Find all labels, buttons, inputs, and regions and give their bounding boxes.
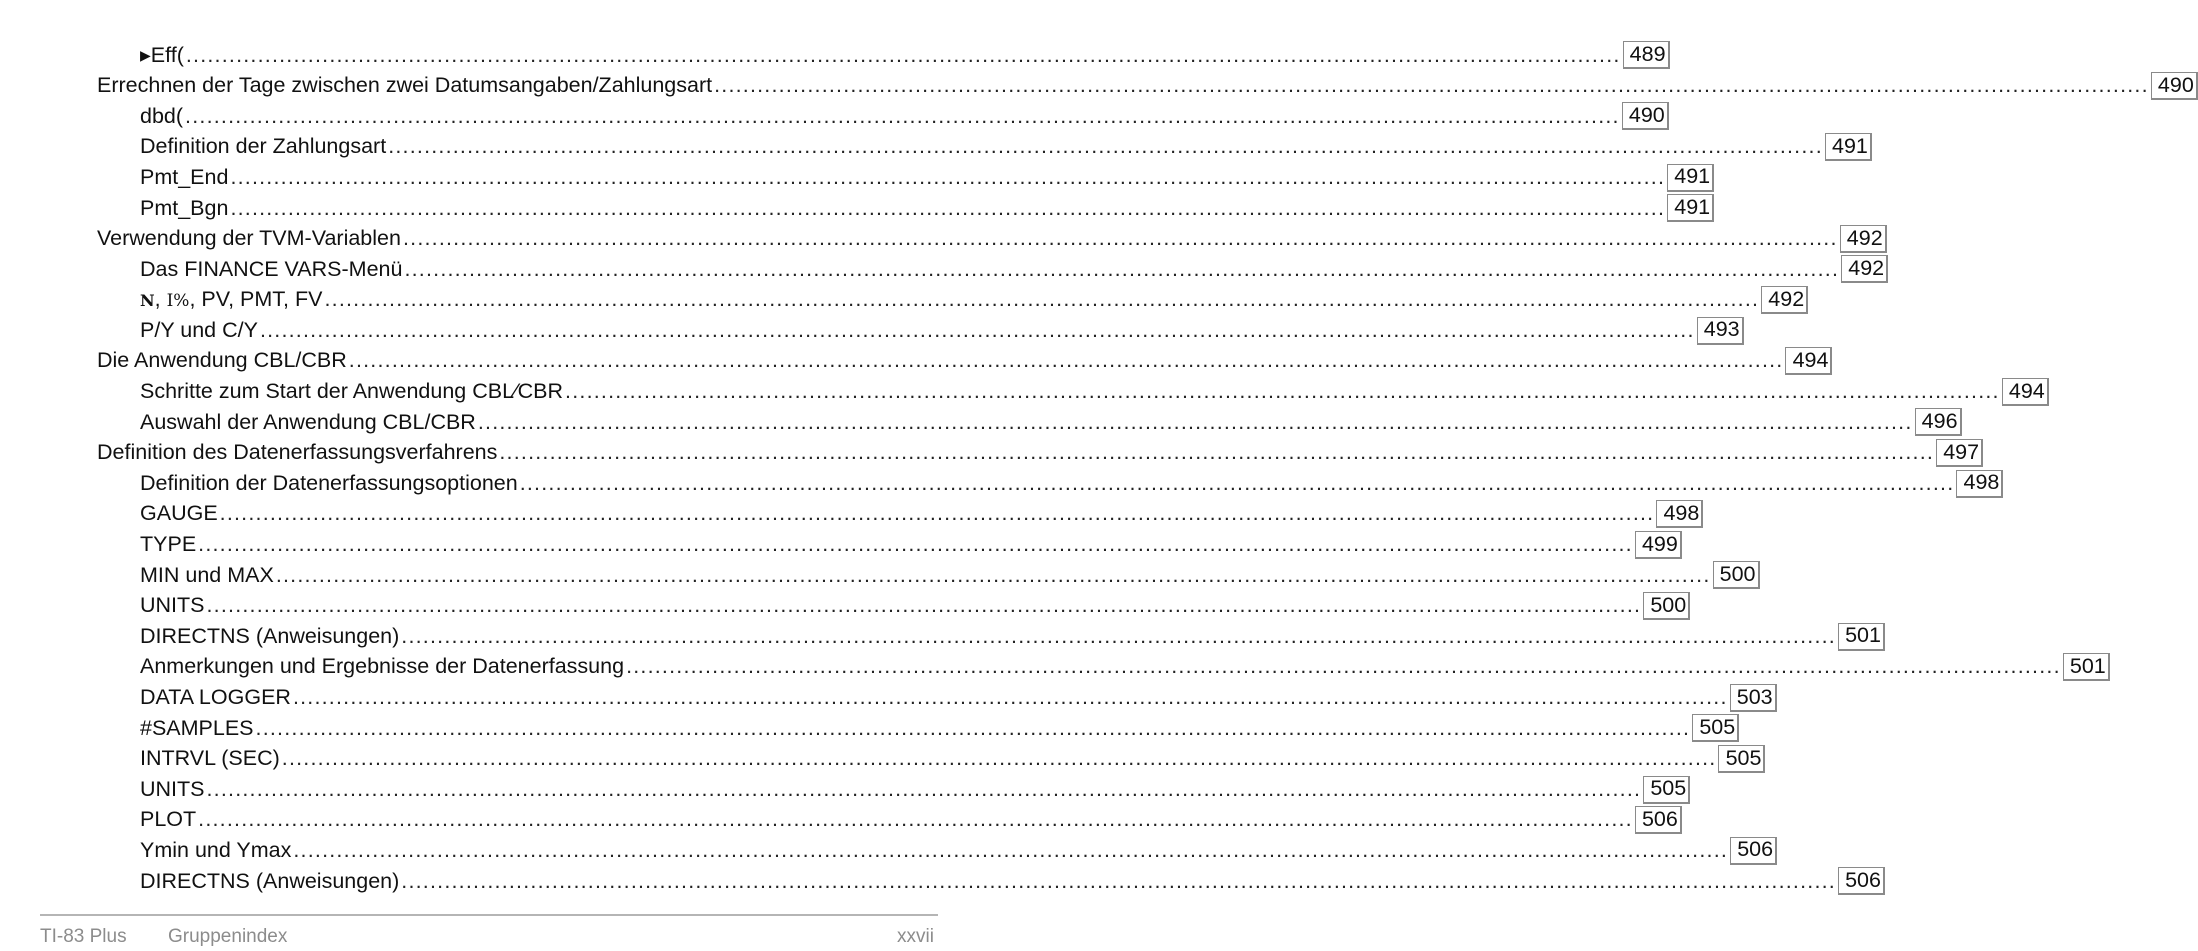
- toc-page-link[interactable]: 501: [2063, 653, 2110, 681]
- toc-entry-label: ▸Eff(: [140, 42, 184, 67]
- toc-page-link[interactable]: 500: [1713, 561, 1760, 589]
- toc-page-link[interactable]: 489: [1623, 41, 1670, 69]
- dot-leader: ........................................................................................................................................................................................................: [401, 623, 1836, 648]
- toc-entry-label: PLOT: [140, 807, 197, 832]
- toc-page-link[interactable]: 496: [1915, 408, 1962, 436]
- toc-entry-label: Die Anwendung CBL/CBR: [97, 348, 347, 373]
- toc-page-link[interactable]: 492: [1840, 225, 1887, 253]
- toc-page-link[interactable]: 491: [1825, 133, 1872, 161]
- dot-leader: ........................................................................................................................................................................................................: [275, 562, 1711, 587]
- toc-entry[interactable]: [0, 805, 1678, 836]
- dot-leader: ........................................................................................................................................................................................................: [255, 715, 1691, 740]
- toc-entry-label: Definition des Datenerfassungsverfahrens: [97, 440, 498, 465]
- dot-leader: ........................................................................................................................................................................................................: [348, 348, 1784, 373]
- toc-entry-label: DIRECTNS (Anweisungen): [140, 868, 400, 893]
- toc-entry[interactable]: [0, 438, 1980, 469]
- dot-leader: ........................................................................................................................................................................................................: [185, 103, 1620, 128]
- toc-page-link[interactable]: 506: [1635, 806, 1682, 834]
- dot-leader: ........................................................................................................................................................................................................: [185, 42, 1621, 67]
- dot-leader: ........................................................................................................................................................................................................: [626, 654, 2061, 679]
- toc-entry-label: INTRVL (SEC): [140, 746, 280, 771]
- toc-entry[interactable]: [0, 162, 1711, 193]
- toc-entry[interactable]: [0, 621, 1881, 652]
- dot-leader: ........................................................................................................................................................................................................: [714, 73, 2149, 98]
- toc-page-link[interactable]: 505: [1692, 714, 1739, 742]
- dot-leader: ........................................................................................................................................................................................................: [324, 287, 1760, 312]
- toc-page-link[interactable]: 498: [1956, 470, 2003, 498]
- toc-entry-label: GAUGE: [140, 501, 218, 526]
- toc-page-link[interactable]: 506: [1730, 837, 1777, 865]
- toc-entry[interactable]: [0, 377, 2045, 408]
- toc-page-link[interactable]: 494: [1785, 347, 1832, 375]
- toc-entry[interactable]: [0, 530, 1678, 561]
- toc-entry[interactable]: [0, 468, 2000, 499]
- toc-page-link[interactable]: 501: [1838, 623, 1885, 651]
- dot-leader: ........................................................................................................................................................................................................: [259, 317, 1695, 342]
- footer-product-name: TI-83 Plus: [40, 926, 127, 947]
- toc-entry-label: #SAMPLES: [140, 715, 254, 740]
- toc-entry[interactable]: [0, 71, 2194, 102]
- toc-entry[interactable]: [0, 315, 1740, 346]
- dot-leader: ........................................................................................................................................................................................................: [565, 379, 2000, 404]
- toc-entry-label: Errechnen der Tage zwischen zwei Datumsangaben/Zahlungsart: [97, 73, 713, 98]
- toc-entry[interactable]: [0, 866, 1881, 897]
- toc-entry[interactable]: [0, 224, 1883, 255]
- toc-page-link[interactable]: 500: [1643, 592, 1690, 620]
- toc-page-link[interactable]: 499: [1635, 531, 1682, 559]
- dot-leader: ........................................................................................................................................................................................................: [198, 532, 1633, 557]
- page-footer: [0, 926, 950, 948]
- dot-leader: ........................................................................................................................................................................................................: [404, 256, 1840, 281]
- toc-entry-label: Pmt_End: [140, 164, 229, 189]
- toc-entry[interactable]: [0, 254, 1885, 285]
- dot-leader: ........................................................................................................................................................................................................: [388, 134, 1823, 159]
- toc-entry-label: Anmerkungen und Ergebnisse der Datenerfassung: [140, 654, 625, 679]
- dot-leader: ........................................................................................................................................................................................................: [206, 593, 1642, 618]
- toc-entry-label: Auswahl der Anwendung CBL/CBR: [140, 409, 476, 434]
- toc-entry[interactable]: [0, 407, 1958, 438]
- toc-entry-label: DATA LOGGER: [140, 685, 291, 710]
- toc-entry-label: Ymin und Ymax: [140, 837, 292, 862]
- toc-entry[interactable]: [0, 774, 1687, 805]
- dot-leader: ........................................................................................................................................................................................................: [402, 226, 1838, 251]
- toc-entry-label: Verwendung der TVM-Variablen: [97, 226, 401, 251]
- toc-entry[interactable]: [0, 560, 1756, 591]
- table-of-contents: [0, 40, 2194, 897]
- toc-entry[interactable]: [0, 499, 1700, 530]
- toc-page-link[interactable]: 497: [1936, 439, 1983, 467]
- toc-entry[interactable]: [0, 835, 1774, 866]
- dot-leader: ........................................................................................................................................................................................................: [206, 776, 1642, 801]
- toc-page-link[interactable]: 492: [1761, 286, 1808, 314]
- toc-page-link[interactable]: 490: [1622, 102, 1669, 130]
- toc-page-link[interactable]: 493: [1697, 317, 1744, 345]
- toc-entry[interactable]: [0, 591, 1687, 622]
- toc-entry-label: DIRECTNS (Anweisungen): [140, 623, 400, 648]
- label-rest: , PV, PMT, FV: [189, 287, 323, 312]
- toc-page-link[interactable]: 498: [1656, 500, 1703, 528]
- toc-entry[interactable]: [0, 285, 1805, 316]
- dot-leader: ........................................................................................................................................................................................................: [401, 868, 1836, 893]
- toc-entry-label: Definition der Datenerfassungsoptionen: [140, 470, 518, 495]
- toc-entry-label: MIN und MAX: [140, 562, 274, 587]
- toc-entry-label: Schritte zum Start der Anwendung CBL⁄CBR: [140, 379, 564, 404]
- toc-entry-label: UNITS: [140, 776, 205, 801]
- dot-leader: ........................................................................................................................................................................................................: [230, 164, 1666, 189]
- footer-divider: [40, 914, 938, 916]
- toc-entry[interactable]: [0, 713, 1736, 744]
- dot-leader: ........................................................................................................................................................................................................: [519, 470, 1955, 495]
- dot-leader: ........................................................................................................................................................................................................: [198, 807, 1633, 832]
- toc-entry[interactable]: [0, 132, 1868, 163]
- toc-entry-label: Definition der Zahlungsart: [140, 134, 387, 159]
- dot-leader: ........................................................................................................................................................................................................: [293, 837, 1729, 862]
- toc-entry[interactable]: [0, 652, 2106, 683]
- footer-section-title: Gruppenindex: [168, 926, 288, 947]
- toc-entry[interactable]: [0, 193, 1711, 224]
- toc-entry-label: Pmt_Bgn: [140, 195, 229, 220]
- toc-entry[interactable]: [0, 744, 1762, 775]
- toc-page-link[interactable]: 505: [1718, 745, 1765, 773]
- footer-page-number: xxvii: [897, 926, 934, 947]
- toc-entry-label: UNITS: [140, 593, 205, 618]
- dot-leader: ........................................................................................................................................................................................................: [499, 440, 1935, 465]
- label-separator: ,: [154, 287, 167, 312]
- dot-leader: ........................................................................................................................................................................................................: [292, 685, 1728, 710]
- toc-page-link[interactable]: 503: [1730, 684, 1777, 712]
- dot-leader: ........................................................................................................................................................................................................: [281, 746, 1717, 771]
- dot-leader: ........................................................................................................................................................................................................: [477, 409, 1913, 434]
- toc-entry-label: P/Y und C/Y: [140, 317, 258, 342]
- tvm-interest-symbol: I%: [166, 291, 190, 312]
- toc-entry-label: dbd(: [140, 103, 184, 128]
- toc-entry[interactable]: [0, 40, 1666, 71]
- toc-page-link[interactable]: 491: [1667, 164, 1714, 192]
- dot-leader: ........................................................................................................................................................................................................: [230, 195, 1666, 220]
- toc-entry-label: TYPE: [140, 532, 197, 557]
- toc-page-link[interactable]: 490: [2151, 72, 2198, 100]
- toc-entry[interactable]: [0, 101, 1665, 132]
- toc-page-link[interactable]: 494: [2002, 378, 2049, 406]
- toc-entry[interactable]: [0, 346, 1829, 377]
- tvm-n-symbol: N: [140, 291, 155, 311]
- toc-entry-label: [140, 289, 324, 311]
- toc-page-link[interactable]: 506: [1838, 867, 1885, 895]
- toc-page-link[interactable]: 492: [1841, 255, 1888, 283]
- dot-leader: ........................................................................................................................................................................................................: [219, 501, 1655, 526]
- toc-entry[interactable]: [0, 682, 1773, 713]
- toc-entry-label: Das FINANCE VARS-Menü: [140, 256, 403, 281]
- toc-page-link[interactable]: 505: [1643, 776, 1690, 804]
- toc-page-link[interactable]: 491: [1667, 194, 1714, 222]
